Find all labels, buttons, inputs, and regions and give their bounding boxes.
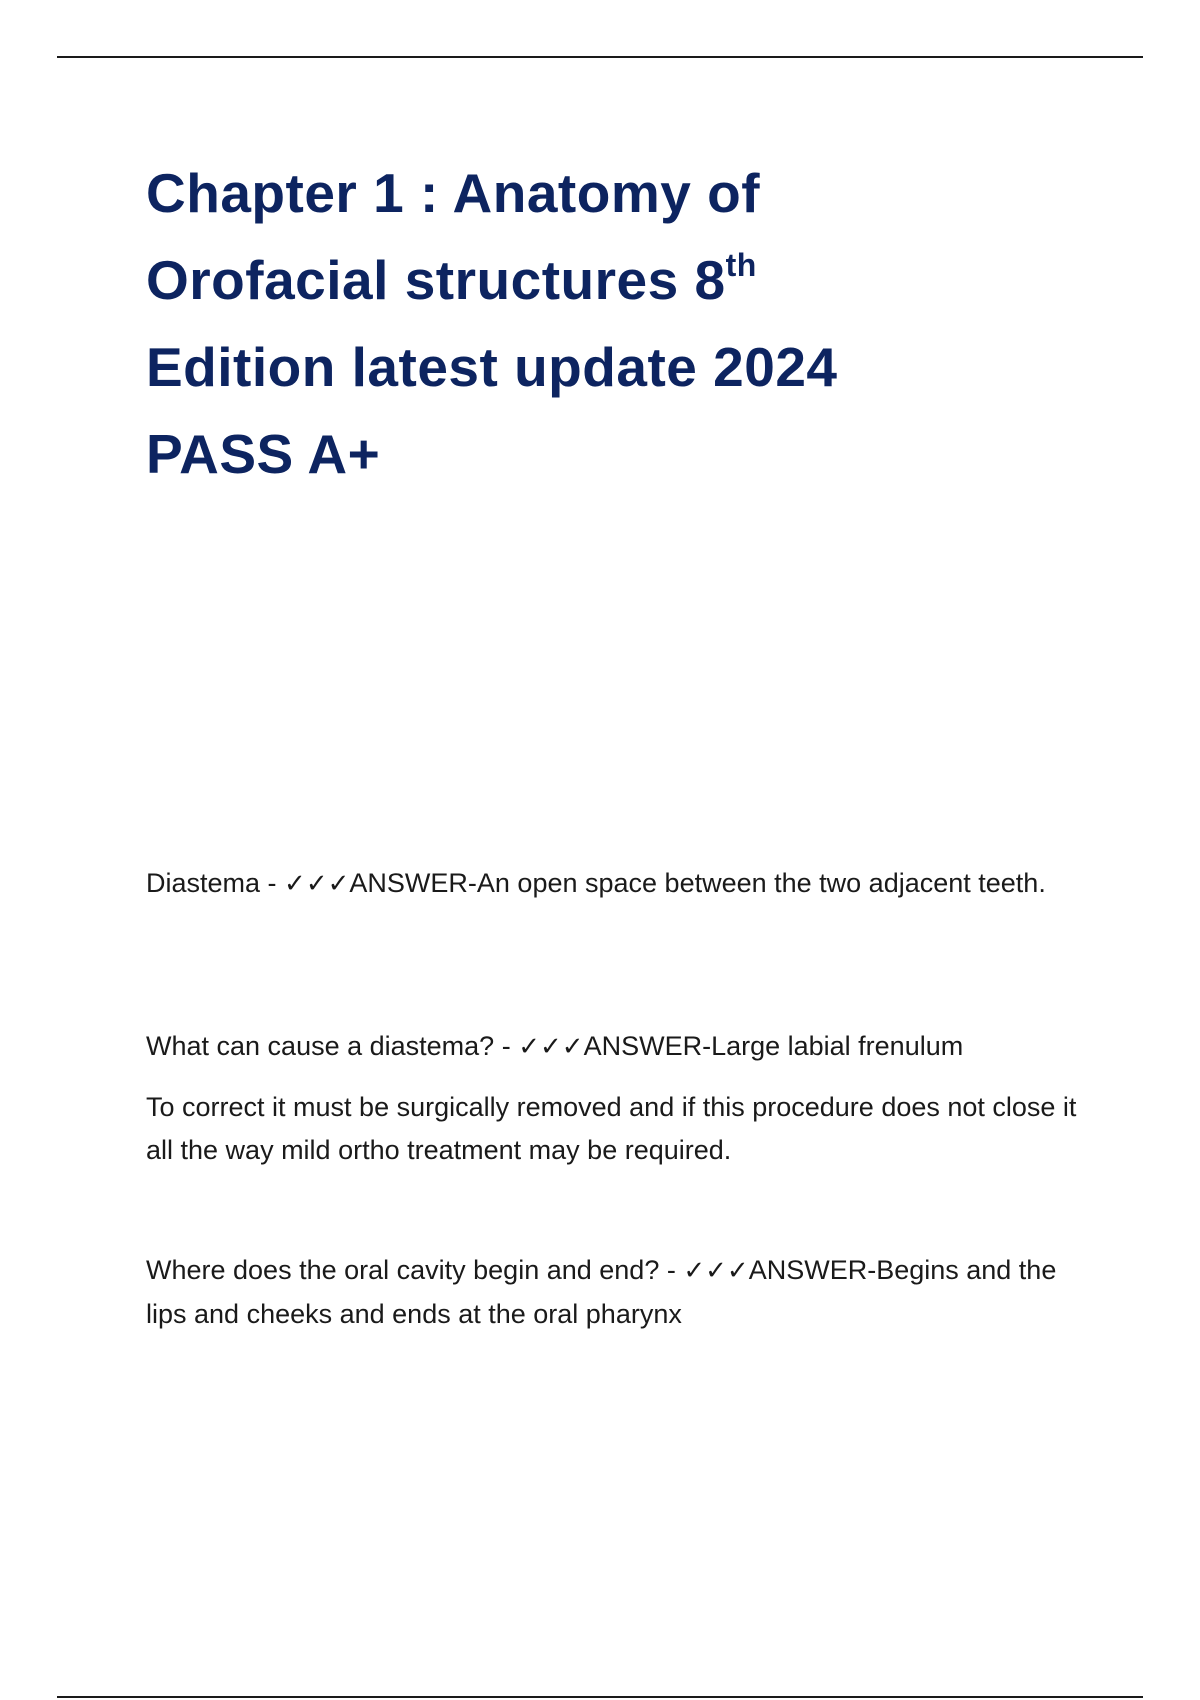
qa-answer-prefix: ANSWER- [583,1031,712,1061]
document-title [146,150,1046,498]
qa-item [146,1249,1096,1336]
title-line-2 [146,237,1046,324]
qa-answer: Large labial frenulum [711,1031,964,1061]
title-line-3: Edition latest update 2024 [146,336,838,398]
title-line-2-text: Orofacial structures 8 [146,249,726,311]
qa-answer-prefix: ANSWER- [349,868,477,898]
qa-separator: - [494,1031,519,1061]
qa-answer-prefix: ANSWER- [748,1255,877,1285]
checkmark-icons: ✓✓✓ [683,1256,749,1286]
qa-item [146,1025,1096,1172]
title-line-4: PASS A+ [146,423,381,485]
qa-answer-extra: To correct it must be surgically removed and if this procedure does not close it all the way mild ortho treatment may be required. [146,1092,1077,1165]
qa-separator: - [260,868,285,898]
qa-question: Diastema [146,868,261,898]
qa-question: Where does the oral cavity begin and end? [146,1255,660,1285]
qa-question: What can cause a diastema? [146,1031,495,1061]
qa-entry [146,1249,1096,1336]
qa-answer: Begins and the lips and cheeks and ends at the oral pharynx [146,1255,1057,1329]
checkmark-icons: ✓✓✓ [518,1032,584,1062]
qa-answer: An open space between the two adjacent teeth. [476,868,1046,898]
qa-entry [146,862,1096,906]
title-line-1: Chapter 1 : Anatomy of [146,162,761,224]
qa-separator: - [659,1255,684,1285]
footer-rule [57,1696,1143,1698]
qa-item [146,862,1096,906]
header-rule [57,56,1143,58]
qa-entry [146,1025,1096,1069]
title-superscript: th [725,246,757,283]
checkmark-icons: ✓✓✓ [284,869,350,899]
